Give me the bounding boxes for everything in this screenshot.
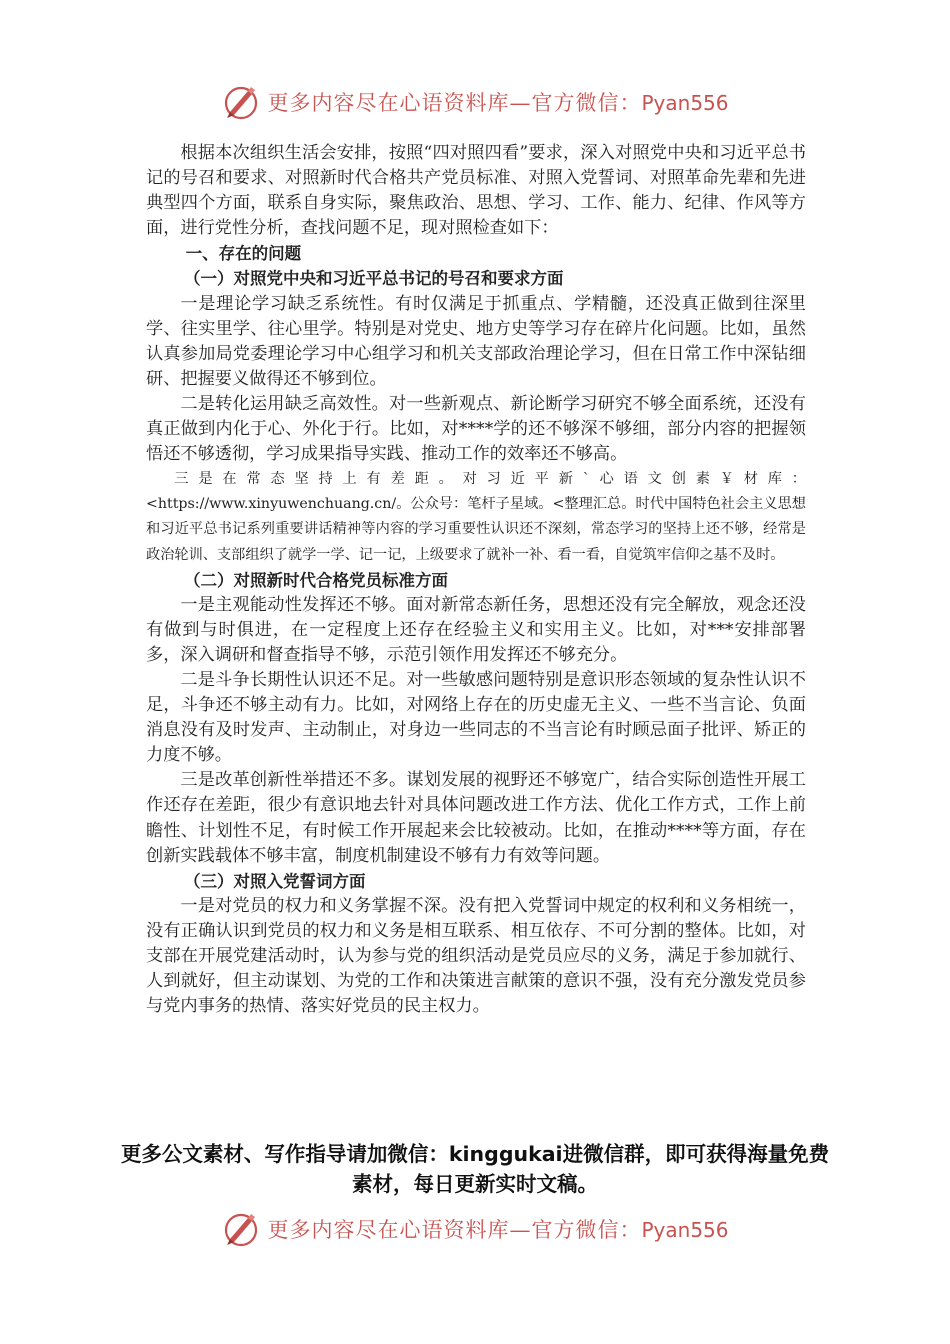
subsection-1-paragraph-2: 二是转化运用缺乏高效性。对一些新观点、新论断学习研究不够全面系统，还没有真正做到内化于心、外化于行。比如，对****学的还不够深不够细，部分内容的把握领悟还不够透彻，学习成果指导实践、推动工作的效率还不够高。: [146, 393, 806, 465]
document-body: [146, 141, 806, 1019]
footer-banner: [0, 1207, 950, 1251]
footer-banner-label: 更多内容尽在心语资料库—官方微信：: [267, 1218, 642, 1242]
subsection-1-paragraph-1: 一是理论学习缺乏系统性。有时仅满足于抓重点、学精髓，还没真正做到往深里学、往实里学、往心里学。特别是对党史、地方史等学习存在碎片化问题。比如，虽然认真参加局党委理论学习中心组学习和机关支部政治理论学习，但在日常工作中深钻细研、把握要义做得还不够到位。: [146, 293, 806, 389]
header-banner-handle: Pyan556: [641, 91, 729, 115]
subsection-2-heading: （二）对照新时代合格党员标准方面: [183, 570, 448, 590]
header-banner-text: [267, 87, 728, 117]
footer-banner-inner: [221, 1209, 728, 1249]
header-banner-label: 更多内容尽在心语资料库—官方微信：: [267, 91, 642, 115]
footer-banner-handle: Pyan556: [641, 1218, 729, 1242]
promo-notice: 更多公文素材、写作指导请加微信：kinggukai进微信群，即可获得海量免费素材，每日更新实时文稿。: [120, 1142, 830, 1196]
subsection-3-paragraph-1: 一是对党员的权力和义务掌握不深。没有把入党誓词中规定的权利和义务相统一，没有正确认识到党员的权力和义务是相互联系、相互依存、不可分割的整体。比如，对支部在开展党建活动时，认为参与党的组织活动是党员应尽的义务，满足于参加就行、人到就好，但主动谋划、为党的工作和决策进言献策的意识不强，没有充分激发党员参与党内事务的热情、落实好党员的民主权力。: [146, 895, 806, 1017]
pen-circle-logo-icon: [221, 82, 261, 122]
footer-banner-text: [267, 1214, 728, 1244]
subsection-1-heading: （一）对照党中央和习近平总书记的号召和要求方面: [183, 269, 564, 289]
header-banner-inner: [221, 82, 728, 122]
subsection-2-paragraph-1: 一是主观能动性发挥还不够。面对新常态新任务，思想还没有完全解放，观念还没有做到与时俱进，在一定程度上还存在经验主义和实用主义。比如，对***安排部署多，深入调研和督查指导不够，示范引领作用发挥还不够充分。: [146, 594, 806, 665]
header-banner: [0, 80, 950, 124]
subsection-1-paragraph-3: 三是在常态坚持上有差距。对习近平新`心语文创素￥材库：<https://www.xinyuwenchuang.cn/。公众号：笔杆子星域。<整理汇总。时代中国特色社会主义思想和习近平总书记系列重要讲话精神等内容的学习重要性认识还不深刻，常态学习的坚持上还不够，经常是政治轮训、支部组织了就学一学、记一记，上级要求了就补一补、看一看，自觉筑牢信仰之基不及时。: [146, 471, 806, 563]
subsection-2-paragraph-2: 二是斗争长期性认识还不足。对一些敏感问题特别是意识形态领域的复杂性认识不足，斗争还不够主动有力。比如，对网络上存在的历史虚无主义、一些不当言论、负面消息没有及时发声、主动制止，对身边一些同志的不当言论有时顾忌面子批评、矫正的力度不够。: [146, 669, 806, 766]
section-1-heading: 一、存在的问题: [185, 244, 302, 264]
subsection-3-heading: （三）对照入党誓词方面: [183, 871, 366, 891]
subsection-2-paragraph-3: 三是改革创新性举措还不多。谋划发展的视野还不够宽广，结合实际创造性开展工作还存在差距，很少有意识地去针对具体问题改进工作方法、优化工作方式，工作上前瞻性、计划性不足，有时候工作开展起来会比较被动。比如，在推动****等方面，存在创新实践载体不够丰富，制度机制建设不够有力有效等问题。: [146, 770, 806, 866]
pen-circle-logo-icon: [221, 1209, 261, 1249]
intro-paragraph: 根据本次组织生活会安排，按照“四对照四看”要求，深入对照党中央和习近平总书记的号召和要求、对照新时代合格共产党员标准、对照入党誓词、对照革命先辈和先进典型四个方面，联系自身实际，聚焦政治、思想、学习、工作、能力、纪律、作风等方面，进行党性分析，查找问题不足，现对照检查如下：: [146, 143, 806, 239]
